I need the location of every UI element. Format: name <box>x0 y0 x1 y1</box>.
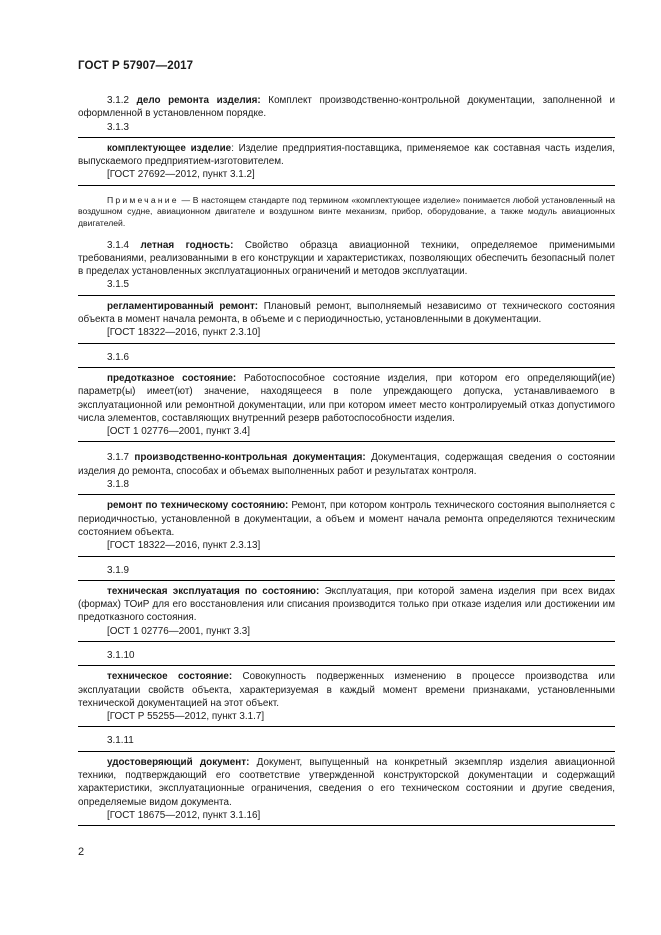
source-reference: [ГОСТ 18322—2016, пункт 2.3.10] <box>107 327 261 339</box>
definition: Ремонт, при котором контроль технического состояния выполняется с периодичностью, установленной в документации, а объем и момент начала ремонта определяются техническим состоянием объекта. <box>78 500 615 538</box>
definition: : Изделие предприятия-поставщика, применяемое как составная часть изделия, выпускаемого предприятием-изготовителем. <box>78 142 616 168</box>
note-paragraph <box>78 195 615 230</box>
clause-number: 3.1.4 <box>107 239 129 251</box>
definition: Комплект производственно-контрольной документации, заполненной и оформленной в установленном порядке. <box>78 95 615 120</box>
definition: Плановый ремонт, выполняемый независимо от технического состояния объекта в момент начала ремонта, в объеме и с периодичностью, установленными в документации. <box>78 300 616 326</box>
term: регламентированный ремонт: <box>107 300 259 312</box>
definition: Эксплуатация, при которой замена изделия при всех видах (формах) ТОиР для его восстановления или списания производится только при отказе изделия или достижении им предотказного состояния. <box>78 585 615 624</box>
clause-number: 3.1.7 <box>107 452 129 464</box>
note-label: Примечание <box>107 194 179 205</box>
definition-paragraph <box>78 300 615 327</box>
term: дело ремонта изделия: <box>136 95 261 106</box>
definition: Документ, выпущенный на конкретный экземпляр изделия авиационной техники, подтверждающий его соответствие утвержденной конструкторской документации и содержащий характеристики, эксплуатационные ограничения, сведения о его техническом состоянии и другие сведения, определяемые видом документа. <box>78 756 615 808</box>
source-reference: [ГОСТ 27692—2012, пункт 3.1.2] <box>107 169 255 181</box>
term: ремонт по техническому состоянию: <box>107 500 289 512</box>
clause-number-3-1-9: 3.1.9 <box>107 564 129 576</box>
term-box-3-1-5 <box>78 295 615 344</box>
definition-paragraph <box>78 756 615 809</box>
term: предотказное состояние: <box>107 372 237 384</box>
term-box-3-1-6 <box>78 367 615 442</box>
clause-number-3-1-8: 3.1.8 <box>107 479 129 491</box>
definition-paragraph <box>78 499 615 539</box>
definition-paragraph <box>78 372 615 425</box>
term: удостоверяющий документ: <box>107 756 250 768</box>
term: производственно-контрольная документация: <box>134 452 366 464</box>
definition: Работоспособное состояние изделия, при котором его определяющий(ие) параметр(ы) имеет(ют) значение, находящееся в поле упреждающего допуска, устанавливаемого в эксплуатационной или ремонтной документации, или при котором имеет место контролируемый отказ допустимого числа элементов, составляющих внутренний резерв работоспособности изделия. <box>78 372 615 424</box>
term-box-3-1-9 <box>78 580 615 642</box>
term: комплектующее изделие <box>107 142 232 154</box>
term: летная годность: <box>140 239 234 251</box>
definition: Свойство образца авиационной техники, определяемое применимыми требованиями, реализованными в его конструкции и характеристиках, позволяющих обеспечить безопасный полет в пределах установленных эксплуатационных ограничений и методов эксплуатации. <box>78 239 615 278</box>
source-reference: [ОСТ 1 02776—2001, пункт 3.4] <box>107 426 250 438</box>
term-box-3-1-8 <box>78 494 615 556</box>
source-reference: [ОСТ 1 02776—2001, пункт 3.3] <box>107 625 250 637</box>
definition-paragraph <box>78 142 615 169</box>
term: техническая эксплуатация по состоянию: <box>107 585 320 597</box>
clause-3-1-2 <box>78 94 615 121</box>
term-box-3-1-11 <box>78 751 615 826</box>
clause-number-3-1-11: 3.1.11 <box>107 735 134 747</box>
note-text: — В настоящем стандарте под термином «комплектующее изделие» понимается любой установленный на воздушном судне, авиационном двигателе и воздушном винте механизм, прибор, оборудование, а также модуль авиационных двигателей. <box>78 194 615 228</box>
source-reference: [ГОСТ Р 55255—2012, пункт 3.1.7] <box>107 711 265 723</box>
term: техническое состояние: <box>107 671 233 683</box>
page-header: ГОСТ Р 57907—2017 <box>78 60 194 72</box>
clause-3-1-7 <box>78 451 615 478</box>
clause-number-3-1-10: 3.1.10 <box>107 649 135 661</box>
source-reference: [ГОСТ 18675—2012, пункт 3.1.16] <box>107 809 261 821</box>
page-number: 2 <box>78 846 85 858</box>
clause-number-3-1-3: 3.1.3 <box>107 121 129 133</box>
definition: Совокупность подверженных изменению в процессе производства или эксплуатации свойств объекта, характеризуемая в каждый момент времени признаками, установленными технической документацией на этот объект. <box>78 671 615 709</box>
page-content <box>78 86 615 826</box>
term-box-3-1-10 <box>78 665 615 727</box>
clause-3-1-4 <box>78 239 615 279</box>
definition-paragraph <box>78 585 615 625</box>
source-reference: [ГОСТ 18322—2016, пункт 2.3.13] <box>107 540 261 552</box>
clause-number-3-1-6: 3.1.6 <box>107 351 129 363</box>
definition-paragraph <box>78 670 615 710</box>
clause-number: 3.1.2 <box>107 95 129 106</box>
term-box-3-1-3 <box>78 137 615 186</box>
clause-number-3-1-5: 3.1.5 <box>107 279 129 291</box>
definition: Документация, содержащая сведения о состоянии изделия до ремонта, способах и объемах выполненных работ и результатах контроля. <box>78 452 615 477</box>
